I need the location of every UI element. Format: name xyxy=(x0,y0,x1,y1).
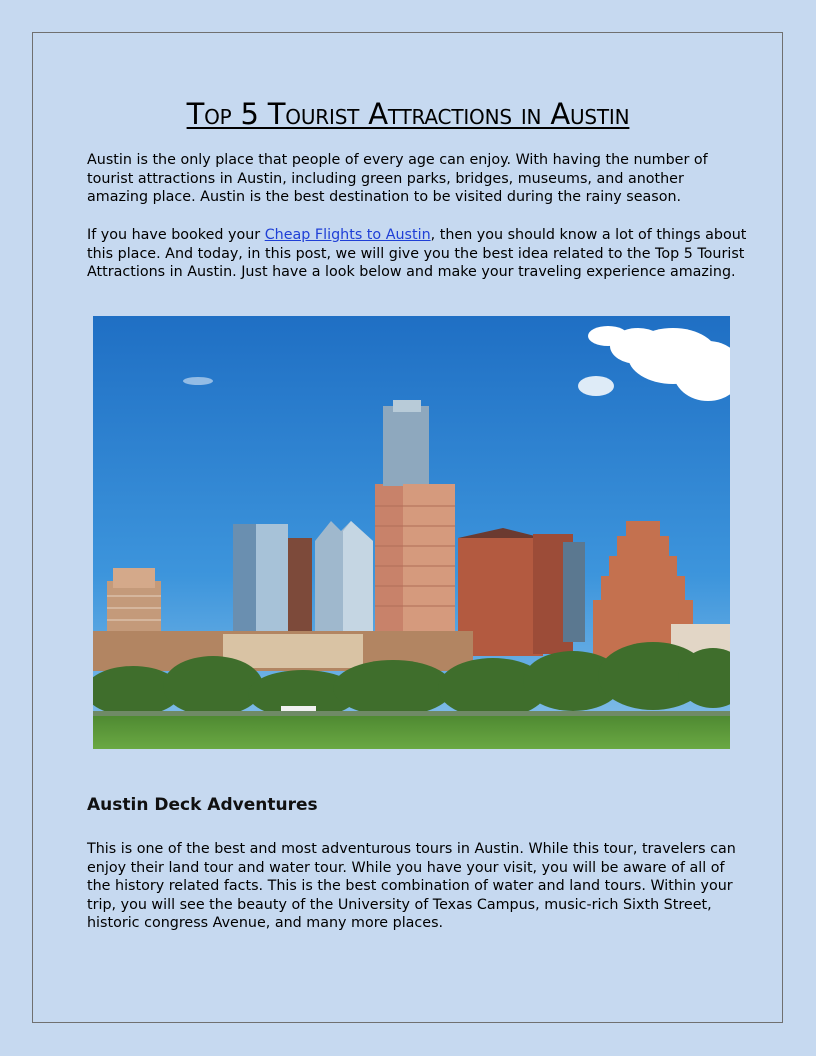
page-title: Top 5 Tourist Attractions in Austin xyxy=(186,97,630,131)
flights-paragraph-lead: If you have booked your xyxy=(87,227,265,243)
austin-skyline-photo xyxy=(93,316,730,749)
grass xyxy=(93,716,730,749)
section-heading: Austin Deck Adventures xyxy=(87,795,318,815)
cheap-flights-link[interactable]: Cheap Flights to Austin xyxy=(264,227,431,243)
frost-tower xyxy=(315,521,373,641)
section-paragraph: This is one of the best and most adventurous tours in Austin. While this tour, travelers can enjoy their land tour and water tour. While you have your visit, you will be aware of all of the history related facts. This is the best combination of water and land tours. Within your trip, you will see the beauty of the University of Texas Campus, music-rich Sixth Street, historic congress Avenue, and many more places. xyxy=(87,841,736,931)
flights-paragraph-rest: , then you should know a lot of things about this place. And today, in this post, we will give you the best idea related to the Top 5 Tourist Attractions in Austin. Just have a look below and make your traveling experience amazing. xyxy=(87,227,747,280)
intro-paragraph: Austin is the only place that people of every age can enjoy. With having the number of tourist attractions in Austin, including green parks, bridges, museums, and another amazing place. Austin is the best destination to be visited during the rainy season. xyxy=(87,152,708,205)
glass-tower xyxy=(233,524,312,642)
tower-left xyxy=(107,568,161,641)
red-tower xyxy=(458,528,585,656)
flights-paragraph xyxy=(87,226,747,282)
